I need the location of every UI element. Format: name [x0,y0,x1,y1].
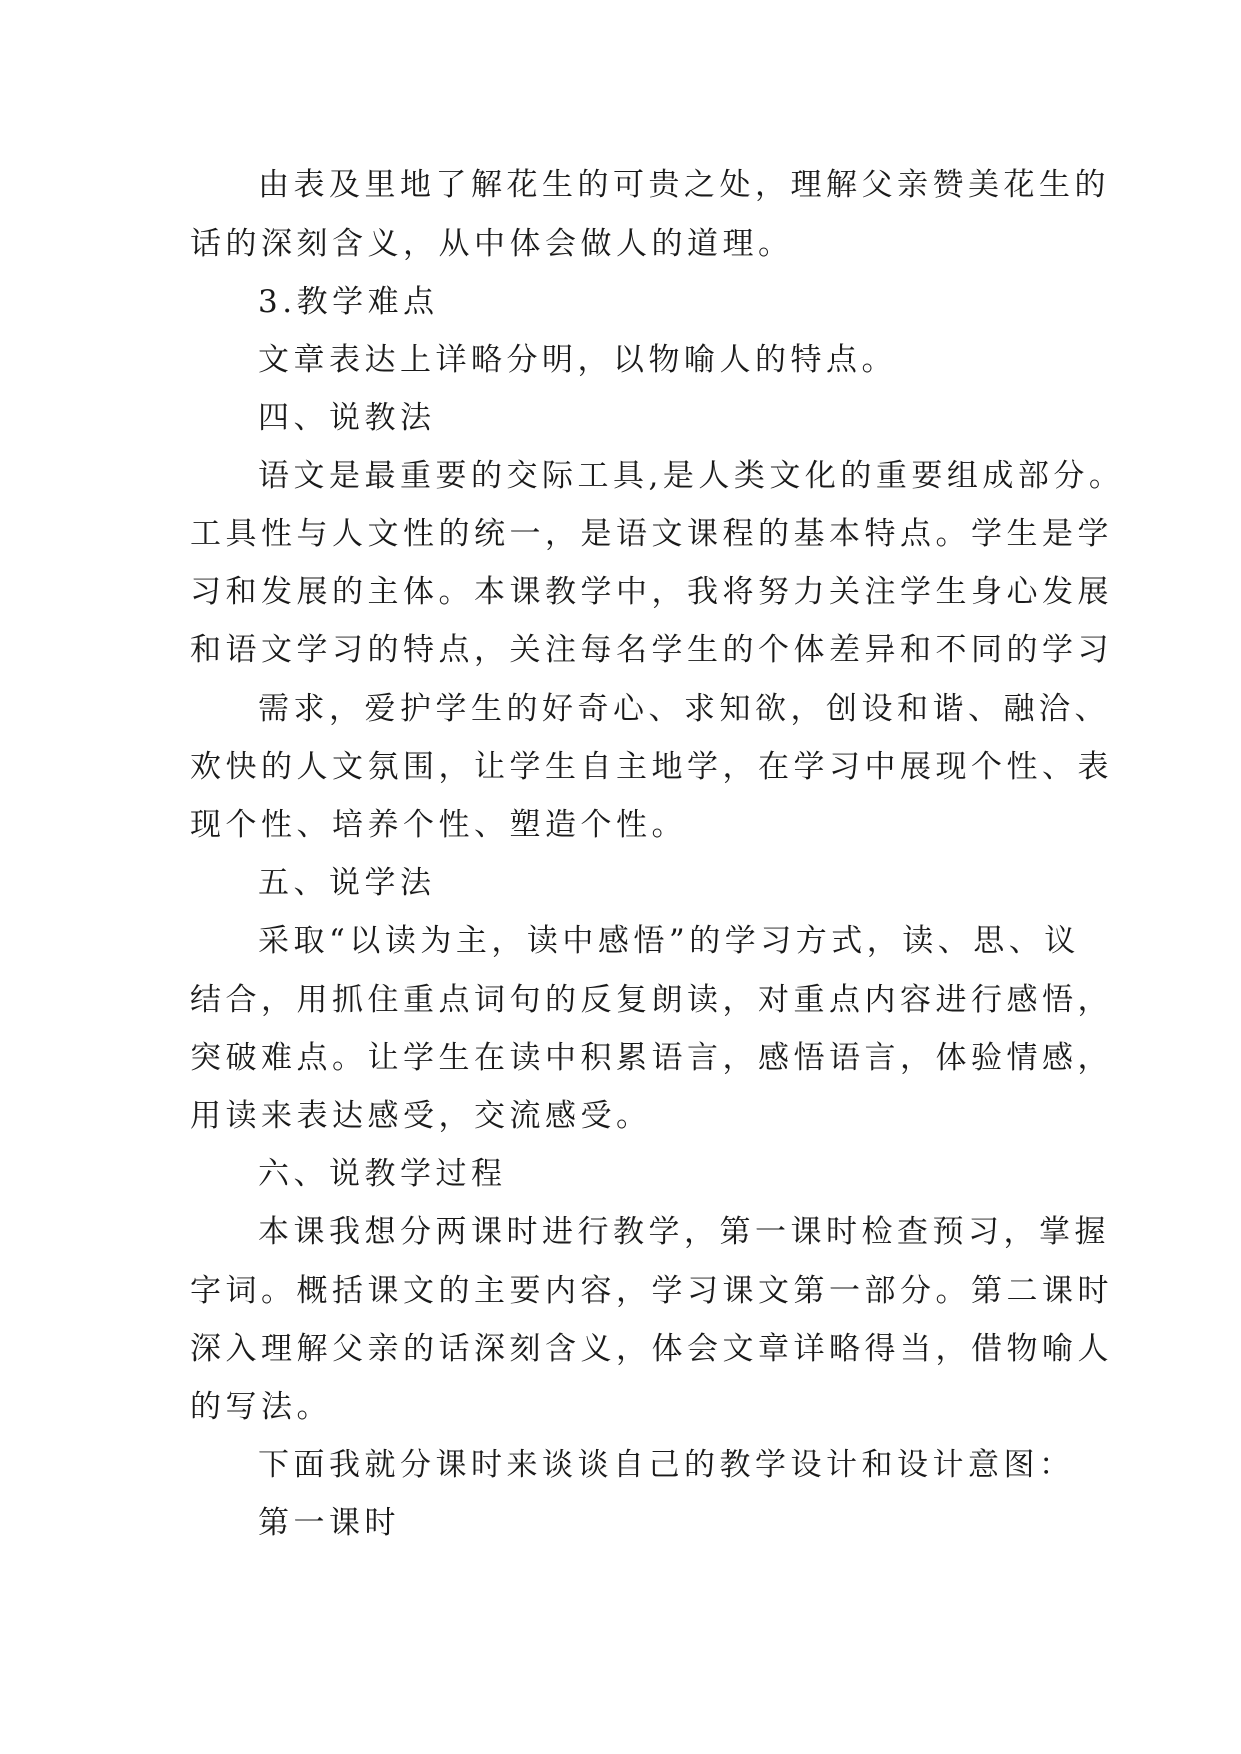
text-line: 由表及里地了解花生的可贵之处，理解父亲赞美花生的 [258,167,1110,203]
text-line: 需求，爱护学生的好奇心、求知欲，创设和谐、融洽、 [258,691,1110,727]
text-line: 现个性、培养个性、塑造个性。 [190,807,687,843]
text-line: 结合，用抓住重点词句的反复朗读，对重点内容进行感悟， [190,982,1113,1018]
section-heading: 第一课时 [258,1505,400,1541]
section-heading: 3.教学难点 [258,284,439,320]
text-line: 语文是最重要的交际工具,是人类文化的重要组成部分。 [258,458,1125,494]
text-line: 用读来表达感受，交流感受。 [190,1098,652,1134]
text-line: 话的深刻含义，从中体会做人的道理。 [190,226,794,262]
section-heading: 四、说教法 [258,400,436,436]
text-line: 字词。概括课文的主要内容，学习课文第一部分。第二课时 [190,1273,1113,1309]
text-line: 文章表达上详略分明，以物喻人的特点。 [258,342,897,378]
text-line: 本课我想分两课时进行教学，第一课时检查预习，掌握 [258,1214,1110,1250]
text-line: 的写法。 [190,1389,332,1425]
section-heading: 五、说学法 [258,865,436,901]
text-line: 工具性与人文性的统一，是语文课程的基本特点。学生是学 [190,516,1113,552]
section-heading: 六、说教学过程 [258,1156,507,1192]
text-line: 和语文学习的特点，关注每名学生的个体差异和不同的学习 [190,632,1113,668]
text-line: 下面我就分课时来谈谈自己的教学设计和设计意图： [258,1447,1075,1483]
text-line: 采取“以读为主，读中感悟”的学习方式，读、思、议 [258,923,1080,959]
text-line: 突破难点。让学生在读中积累语言，感悟语言，体验情感， [190,1040,1113,1076]
text-line: 习和发展的主体。本课教学中，我将努力关注学生身心发展 [190,574,1113,610]
text-line: 欢快的人文氛围，让学生自主地学，在学习中展现个性、表 [190,749,1113,785]
text-line: 深入理解父亲的话深刻含义，体会文章详略得当，借物喻人 [190,1331,1113,1367]
